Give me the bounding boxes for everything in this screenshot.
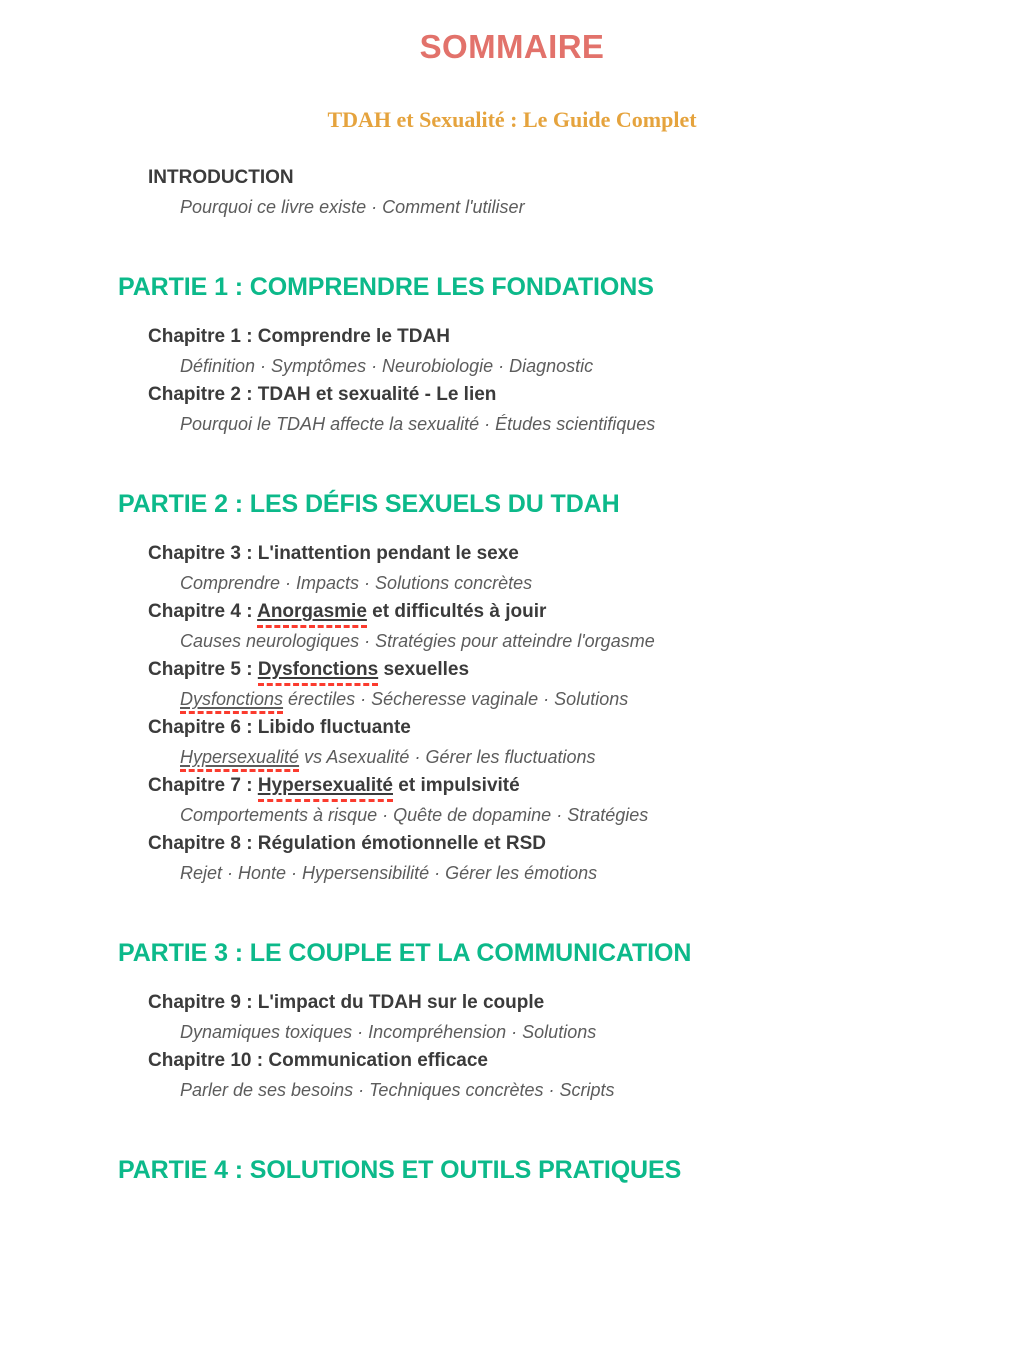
toc-chapter-title[interactable] bbox=[0, 323, 1024, 352]
toc-part-chapters bbox=[0, 323, 1024, 439]
toc-chapter-title[interactable] bbox=[0, 540, 1024, 569]
toc-section-gap bbox=[0, 222, 1024, 271]
title-text: Chapitre 5 : bbox=[148, 659, 258, 681]
toc-part-heading[interactable]: PARTIE 1 : COMPRENDRE LES FONDATIONS bbox=[118, 273, 654, 302]
title-text: Chapitre 4 : bbox=[148, 601, 258, 623]
toc-chapter-subitems bbox=[0, 569, 1024, 598]
title-text: Chapitre 1 : Comprendre le TDAH bbox=[148, 326, 450, 348]
document-subtitle: TDAH et Sexualité : Le Guide Complet bbox=[327, 107, 697, 133]
table-of-contents bbox=[0, 132, 1024, 1187]
title-text: Chapitre 9 : L'impact du TDAH sur le couple bbox=[148, 992, 545, 1014]
toc-section-part-4 bbox=[0, 1154, 1024, 1187]
toc-chapter-subitems bbox=[0, 627, 1024, 656]
toc-chapter-subitems bbox=[0, 801, 1024, 830]
title-text: Chapitre 3 : L'inattention pendant le sexe bbox=[148, 543, 519, 565]
toc-chapter-title[interactable] bbox=[0, 1047, 1024, 1076]
toc-chapter-title[interactable] bbox=[0, 714, 1024, 743]
sub-text: Rejet · Honte · Hypersensibilité · Gérer les émotions bbox=[180, 863, 598, 884]
toc-section-gap bbox=[0, 1105, 1024, 1154]
toc-chapter-title[interactable] bbox=[0, 989, 1024, 1018]
title-text: Chapitre 2 : TDAH et sexualité - Le lien bbox=[148, 384, 497, 406]
toc-section-gap bbox=[0, 888, 1024, 937]
toc-parts-container bbox=[0, 222, 1024, 1187]
toc-section-part-2 bbox=[0, 488, 1024, 888]
toc-chapter-subitems bbox=[0, 352, 1024, 381]
toc-chapter-title[interactable] bbox=[0, 772, 1024, 801]
sub-text: Comportements à risque · Quête de dopamine · Stratégies bbox=[180, 805, 649, 826]
toc-chapter-subitems bbox=[0, 859, 1024, 888]
toc-chapter-subitems bbox=[0, 1076, 1024, 1105]
toc-chapter-title[interactable] bbox=[0, 830, 1024, 859]
toc-chapter-title[interactable] bbox=[0, 656, 1024, 685]
title-spellcheck-word[interactable]: Hypersexualité bbox=[257, 775, 393, 797]
toc-part-chapters bbox=[0, 540, 1024, 888]
toc-part-heading[interactable]: PARTIE 4 : SOLUTIONS ET OUTILS PRATIQUES bbox=[118, 1156, 682, 1185]
toc-heading-introduction[interactable]: INTRODUCTION bbox=[148, 167, 294, 189]
sub-text-after: érectiles · Sécheresse vaginale · Solutions bbox=[283, 689, 629, 710]
toc-chapter-title[interactable] bbox=[0, 381, 1024, 410]
title-text: Chapitre 7 : bbox=[148, 775, 258, 797]
sub-spellcheck-word[interactable]: Hypersexualité bbox=[180, 747, 300, 768]
title-text: Chapitre 10 : Communication efficace bbox=[148, 1050, 488, 1072]
title-spellcheck-word[interactable]: Dysfonctions bbox=[257, 659, 379, 681]
toc-chapter-subitems bbox=[0, 743, 1024, 772]
sub-spellcheck-word[interactable]: Dysfonctions bbox=[180, 689, 284, 710]
title-spellcheck-word[interactable]: Anorgasmie bbox=[257, 601, 367, 623]
toc-section-part-1 bbox=[0, 271, 1024, 439]
toc-section-gap bbox=[0, 439, 1024, 488]
title-text-after: et difficultés à jouir bbox=[366, 601, 547, 623]
toc-part-heading[interactable]: PARTIE 2 : LES DÉFIS SEXUELS DU TDAH bbox=[118, 490, 620, 519]
sub-text: Causes neurologiques · Stratégies pour atteindre l'orgasme bbox=[180, 631, 655, 652]
toc-part-heading[interactable]: PARTIE 3 : LE COUPLE ET LA COMMUNICATION bbox=[118, 939, 692, 968]
sub-text: Comprendre · Impacts · Solutions concrètes bbox=[180, 573, 533, 594]
toc-subitems-introduction: Pourquoi ce livre existe · Comment l'utiliser bbox=[180, 196, 525, 217]
toc-part-chapters bbox=[0, 989, 1024, 1105]
title-text-after: et impulsivité bbox=[393, 775, 520, 797]
toc-chapter-subitems bbox=[0, 1018, 1024, 1047]
toc-chapter-subitems bbox=[0, 685, 1024, 714]
toc-chapter-title[interactable] bbox=[0, 598, 1024, 627]
sub-text: Pourquoi le TDAH affecte la sexualité · Études scientifiques bbox=[180, 414, 656, 435]
sub-text-after: vs Asexualité · Gérer les fluctuations bbox=[299, 747, 596, 768]
toc-section-introduction bbox=[0, 164, 1024, 222]
sub-text: Parler de ses besoins · Techniques concrètes · Scripts bbox=[180, 1080, 615, 1101]
page-title: SOMMAIRE bbox=[419, 28, 605, 65]
sub-text: Définition · Symptômes · Neurobiologie · Diagnostic bbox=[180, 356, 594, 377]
sub-text: Dynamiques toxiques · Incompréhension · Solutions bbox=[180, 1022, 597, 1043]
title-text-after: sexuelles bbox=[378, 659, 470, 681]
title-text: Chapitre 6 : Libido fluctuante bbox=[148, 717, 411, 739]
toc-section-part-3 bbox=[0, 937, 1024, 1105]
toc-chapter-subitems bbox=[0, 410, 1024, 439]
title-text: Chapitre 8 : Régulation émotionnelle et RSD bbox=[148, 833, 546, 855]
